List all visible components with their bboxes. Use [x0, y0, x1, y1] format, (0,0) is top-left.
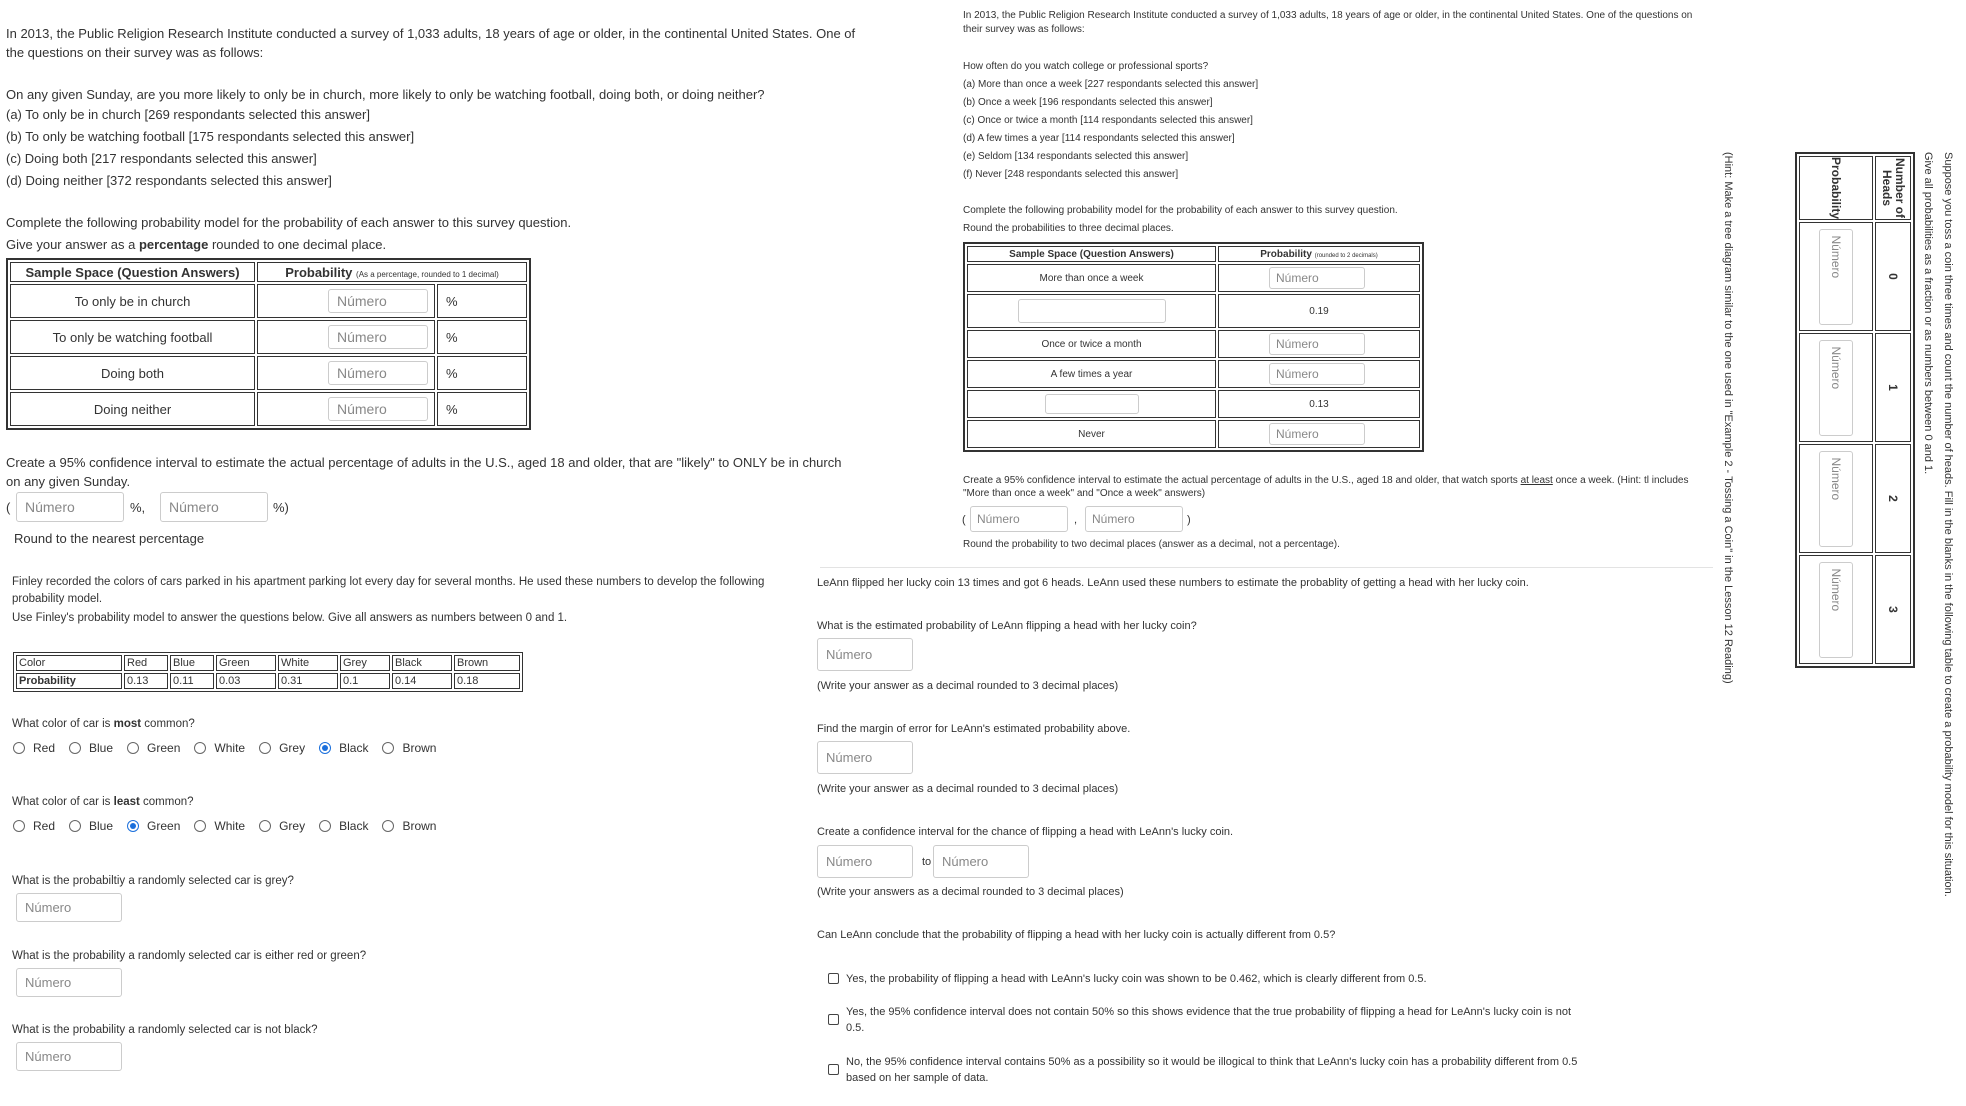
option-label: Grey [279, 819, 306, 833]
ci-upper-input[interactable] [160, 492, 268, 522]
leann-q2-note: (Write your answer as a decimal rounded to 3 decimal places) [817, 783, 1119, 795]
option-black[interactable] [319, 819, 368, 833]
option-white[interactable] [194, 741, 245, 755]
percent-unit: % [437, 284, 527, 318]
model-instruction: Complete the following probability model for the probability of each answer to this survey question. [6, 215, 572, 230]
probability-input[interactable] [328, 361, 428, 385]
leann-choice-2: Yes, the 95% confidence interval does not contain 50% so this shows evidence that the true probability of flipping a head for LeAnn's lucky coin is not 0.5. [846, 1006, 1572, 1034]
table-cell: 0.13 [124, 673, 168, 689]
heads-value: 3 [1875, 555, 1911, 664]
probability-value: 0.19 [1218, 294, 1420, 328]
red-or-green-question: What is the probability a randomly selected car is either red or green? [12, 950, 367, 962]
sports-model-instruction: Complete the following probability model for the probability of each answer to this survey question. [963, 205, 1398, 216]
option-green[interactable] [127, 741, 180, 755]
heads-value: 1 [1875, 333, 1911, 442]
ci-round-note: Round to the nearest percentage [14, 531, 205, 546]
row-header: Probability [1799, 156, 1873, 220]
sports-ci-upper-input[interactable] [1085, 506, 1183, 532]
sports-intro: In 2013, the Public Religion Research Institute conducted a survey of 1,033 adults, 18 years of age or older, in the continental United States. One of the questions on their survey was as follows: [963, 10, 1693, 35]
option-red[interactable] [13, 741, 55, 755]
percent-unit: % [437, 392, 527, 426]
probability-input[interactable] [1269, 333, 1365, 355]
grey-probability-input[interactable] [16, 893, 122, 922]
table-cell: 0.1 [340, 673, 390, 689]
sports-answer-d: (d) A few times a year [114 respondants selected this answer] [963, 133, 1235, 144]
option-label: Black [339, 741, 369, 755]
option-label: Red [33, 819, 56, 833]
finley-instruction: Use Finley's probability model to answer the questions below. Give all answers as numbers between 0 and 1. [12, 612, 568, 624]
sports-answer-b: (b) Once a week [196 respondants selected this answer] [963, 97, 1213, 108]
radio-selected-icon[interactable] [127, 820, 139, 832]
grey-question: What is the probabiltiy a randomly selected car is grey? [12, 875, 294, 887]
heads-value: 0 [1875, 222, 1911, 331]
option-label: Red [33, 741, 56, 755]
radio-icon[interactable] [69, 820, 81, 832]
col-probability: Probability (rounded to 2 decimals) [1218, 246, 1420, 262]
coin-instruction: Suppose you toss a coin three times and count the number of heads. Fill in the blanks in the following table to create a probability model for this situation. [1942, 152, 1954, 897]
probability-input[interactable] [1269, 267, 1365, 289]
probability-input[interactable] [1269, 363, 1365, 385]
option-green[interactable] [127, 819, 180, 833]
table-cell: 0.03 [216, 673, 276, 689]
table-cell: 0.14 [392, 673, 452, 689]
paren-open: ( [962, 514, 966, 526]
table-cell: Color [16, 655, 122, 671]
row-label: To only be in church [10, 284, 255, 318]
option-label: Blue [89, 741, 114, 755]
table-cell: Grey [340, 655, 390, 671]
leann-choice-3: No, the 95% confidence interval contains 50% as a possibility so it would be illogical to think that LeAnn's lucky coin has a probability different from 0.5 based on her sample of data. [846, 1056, 1578, 1084]
table-cell: Green [216, 655, 276, 671]
leann-ci-upper-input[interactable] [933, 845, 1029, 878]
coin-probability-input[interactable] [1819, 562, 1853, 658]
not-black-question: What is the probability a randomly selected car is not black? [12, 1024, 318, 1036]
radio-icon[interactable] [69, 742, 81, 754]
sports-probability-table [963, 242, 1424, 452]
leann-q3-note: (Write your answers as a decimal rounded to 3 decimal places) [817, 886, 1124, 898]
option-red[interactable] [13, 819, 55, 833]
row-label: Never [967, 420, 1216, 448]
table-cell: White [278, 655, 338, 671]
red-or-green-input[interactable] [16, 968, 122, 997]
option-label: Brown [402, 819, 437, 833]
radio-icon[interactable] [127, 742, 139, 754]
sports-ci-round-note: Round the probability to two decimal places (answer as a decimal, not a percentage). [963, 539, 1340, 550]
percent-unit: % [437, 356, 527, 390]
row-label: Doing neither [10, 392, 255, 426]
answer-c: (c) Doing both [217 respondants selected this answer] [6, 151, 317, 166]
row-label: Doing both [10, 356, 255, 390]
sports-answer-a: (a) More than once a week [227 respondants selected this answer] [963, 79, 1259, 90]
survey-question: On any given Sunday, are you more likely to only be in church, more likely to only be watching football, doing both, or doing neither? [6, 87, 765, 102]
radio-selected-icon[interactable] [319, 742, 331, 754]
answer-b: (b) To only be watching football [175 respondants selected this answer] [6, 129, 415, 144]
option-blue[interactable] [69, 741, 113, 755]
option-white[interactable] [194, 819, 245, 833]
paren-close: ) [1187, 514, 1191, 526]
probability-input[interactable] [1269, 423, 1365, 445]
sports-ci-lower-input[interactable] [970, 506, 1068, 532]
car-color-table [13, 652, 523, 692]
probability-input[interactable] [328, 397, 428, 421]
option-brown[interactable] [382, 819, 436, 833]
survey-intro: In 2013, the Public Religion Research Institute conducted a survey of 1,033 adults, 18 years of age or older, in the continental United States. One of the questions on their survey was as follows: [6, 26, 856, 60]
table-cell: 0.11 [170, 673, 214, 689]
option-label: Grey [279, 741, 306, 755]
sports-ci-question: Create a 95% confidence interval to estimate the actual percentage of adults in the U.S., aged 18 and older, that watch sports at least once a week. (Hint: tl includes "More than once a week" and "Once a week" answers) [963, 475, 1689, 499]
percent-paren-close: %) [273, 500, 289, 515]
option-black[interactable] [319, 741, 368, 755]
table-cell: Probability [16, 673, 122, 689]
heads-value: 2 [1875, 444, 1911, 553]
sports-answer-c: (c) Once or twice a month [114 respondants selected this answer] [963, 115, 1253, 126]
radio-icon[interactable] [194, 820, 206, 832]
option-blue[interactable] [69, 819, 113, 833]
comma: , [1074, 514, 1078, 526]
radio-icon[interactable] [194, 742, 206, 754]
row-label: A few times a year [967, 360, 1216, 388]
radio-icon[interactable] [259, 820, 271, 832]
leann-q1: What is the estimated probability of LeAnn flipping a head with her lucky coin? [817, 620, 1197, 632]
not-black-input[interactable] [16, 1042, 122, 1071]
least-common-options [13, 819, 450, 833]
option-label: Green [147, 741, 181, 755]
col-sample-space: Sample Space (Question Answers) [967, 246, 1216, 262]
option-grey[interactable] [259, 819, 305, 833]
table-cell: Red [124, 655, 168, 671]
leann-q4: Can LeAnn conclude that the probability of flipping a head with her lucky coin is actually different from 0.5? [817, 929, 1336, 941]
checkbox-icon[interactable] [828, 973, 839, 984]
table-cell: 0.18 [454, 673, 520, 689]
leann-choice-1: Yes, the probability of flipping a head with LeAnn's lucky coin was shown to be 0.462, which is clearly different from 0.5. [846, 973, 1427, 985]
coin-hint: (Hint: Make a tree diagram similar to the one used in "Example 2 - Tossing a Coin" in the Lesson 12 Reading) [1722, 152, 1734, 684]
table-cell: 0.31 [278, 673, 338, 689]
coin-probability-input[interactable] [1819, 451, 1853, 547]
leann-intro: LeAnn flipped her lucky coin 13 times and got 6 heads. LeAnn used these numbers to estimate the probablity of getting a head with her lucky coin. [817, 577, 1529, 589]
percent-comma: %, [130, 500, 146, 515]
answer-a: (a) To only be in church [269 respondants selected this answer] [6, 107, 370, 122]
option-grey[interactable] [259, 741, 305, 755]
coin-probability-table [1795, 152, 1915, 668]
option-label: Blue [89, 819, 114, 833]
ci-question: Create a 95% confidence interval to estimate the actual percentage of adults in the U.S., aged 18 and older, that are "likely" to ONLY be in church on any given Sunday. [6, 455, 842, 489]
row-label: To only be watching football [10, 320, 255, 354]
option-label: Brown [402, 741, 437, 755]
coin-instruction-2: Give all probabilities as a fraction or as numbers between 0 and 1. [1922, 152, 1934, 475]
probability-input[interactable] [328, 289, 428, 313]
most-common-options [13, 741, 450, 755]
leann-ci-lower-input[interactable] [817, 845, 913, 878]
most-common-question: What color of car is most common? [12, 718, 195, 730]
probability-value: 0.13 [1218, 390, 1420, 418]
sports-answer-e: (e) Seldom [134 respondants selected this answer] [963, 151, 1189, 162]
leann-q3: Create a confidence interval for the chance of flipping a head with LeAnn's lucky coin. [817, 826, 1234, 838]
sports-answer-f: (f) Never [248 respondants selected this answer] [963, 169, 1179, 180]
radio-icon[interactable] [319, 820, 331, 832]
percent-unit: % [437, 320, 527, 354]
row-label: More than once a week [967, 264, 1216, 292]
coin-panel [1554, 152, 1958, 972]
table-cell: Black [392, 655, 452, 671]
probability-model-table [6, 258, 531, 430]
sample-space-input[interactable] [1018, 299, 1166, 323]
sports-round-instruction: Round the probabilities to three decimal places. [963, 223, 1174, 234]
finley-intro: Finley recorded the colors of cars parked in his apartment parking lot every day for several months. He used these numbers to develop the following probability model. [12, 576, 765, 605]
sample-space-input[interactable] [1045, 394, 1139, 414]
leann-q1-note: (Write your answer as a decimal rounded to 3 decimal places) [817, 680, 1119, 692]
coin-probability-input[interactable] [1819, 340, 1853, 436]
leann-probability-input[interactable] [817, 638, 913, 671]
radio-icon[interactable] [382, 820, 394, 832]
radio-icon[interactable] [13, 820, 25, 832]
ci-lower-input[interactable] [16, 492, 124, 522]
option-brown[interactable] [382, 741, 436, 755]
table-cell: Blue [170, 655, 214, 671]
option-label: White [214, 819, 246, 833]
option-label: Black [339, 819, 369, 833]
leann-margin-input[interactable] [817, 741, 913, 774]
col-probability: Probability (As a percentage, rounded to 1 decimal) [257, 262, 527, 282]
checkbox-icon[interactable] [828, 1064, 839, 1075]
table-cell: Brown [454, 655, 520, 671]
coin-probability-input[interactable] [1819, 229, 1853, 325]
paren-open: ( [6, 500, 11, 515]
to-label: to [922, 856, 932, 868]
probability-input[interactable] [328, 325, 428, 349]
least-common-question: What color of car is least common? [12, 796, 194, 808]
col-sample-space: Sample Space (Question Answers) [10, 262, 255, 282]
row-label: Once or twice a month [967, 330, 1216, 358]
sports-question: How often do you watch college or professional sports? [963, 61, 1209, 72]
checkbox-icon[interactable] [828, 1014, 839, 1025]
option-label: White [214, 741, 246, 755]
radio-icon[interactable] [13, 742, 25, 754]
radio-icon[interactable] [382, 742, 394, 754]
option-label: Green [147, 819, 181, 833]
row-header: Number of Heads [1875, 156, 1911, 220]
radio-icon[interactable] [259, 742, 271, 754]
model-instruction-2: Give your answer as a percentage rounded to one decimal place. [6, 237, 387, 252]
answer-d: (d) Doing neither [372 respondants selected this answer] [6, 173, 332, 188]
leann-q2: Find the margin of error for LeAnn's estimated probability above. [817, 723, 1131, 735]
